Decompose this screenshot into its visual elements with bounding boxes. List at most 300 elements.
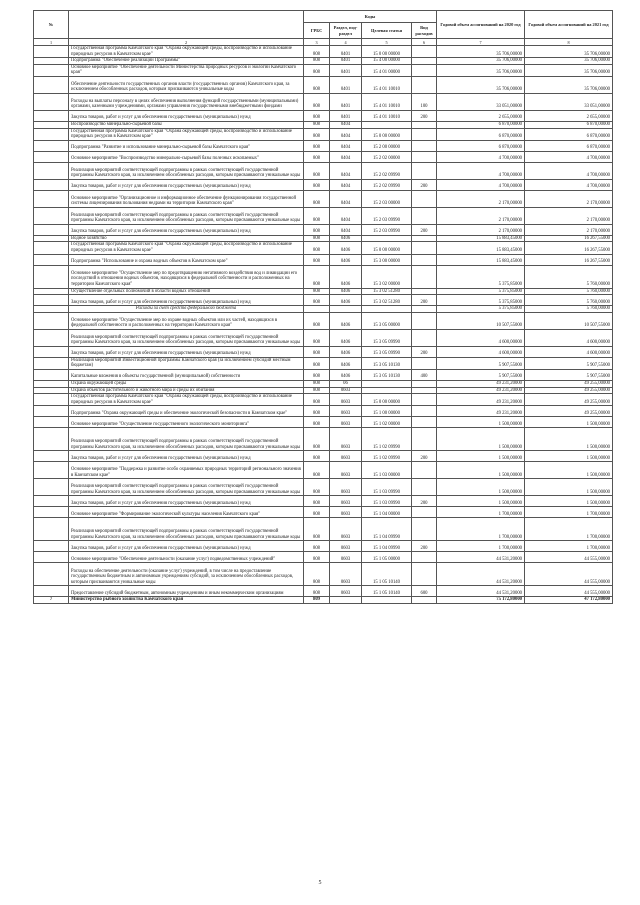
row-vid-cell: 200 bbox=[412, 496, 437, 507]
row-celevaya-cell: 15 1 05 10140 bbox=[362, 586, 412, 597]
row-celevaya-cell bbox=[362, 121, 412, 128]
row-vid-cell bbox=[412, 207, 437, 224]
row-vid-cell: 400 bbox=[412, 369, 437, 380]
row-number-cell bbox=[34, 265, 69, 288]
header-celevaya: Целевая статья bbox=[362, 23, 412, 39]
row-razdel-cell: 0603 bbox=[330, 518, 362, 541]
table-row bbox=[34, 179, 613, 190]
row-celevaya-cell: 15 0 00 00000 bbox=[362, 46, 412, 58]
row-vid-cell: 200 bbox=[412, 346, 437, 357]
colnum-cell: 8 bbox=[525, 39, 613, 46]
row-razdel-cell: 0603 bbox=[330, 552, 362, 563]
row-grbs-cell: 808 bbox=[304, 242, 330, 254]
row-grbs-cell: 808 bbox=[304, 428, 330, 451]
row-grbs-cell: 808 bbox=[304, 295, 330, 306]
header-name bbox=[69, 11, 304, 39]
row-celevaya-cell: 15 1 04 09990 bbox=[362, 541, 412, 552]
table-row bbox=[34, 369, 613, 380]
row-name-cell: Реализация мероприятий соответствующей подпрограммы в рамках соответствующей государственной программы Камчатского края, за исключением обособленных расходов, которым присваиваются уникальные коды bbox=[69, 207, 304, 224]
row-amount-2020-cell: 2 170,00000 bbox=[437, 190, 525, 207]
row-amount-2021-cell: 1 700,00000 bbox=[525, 541, 613, 552]
row-amount-2020-cell: 5 375,85000 bbox=[437, 288, 525, 295]
row-vid-cell bbox=[412, 312, 437, 329]
row-amount-2020-cell: 5 375,85000 bbox=[437, 265, 525, 288]
row-razdel-cell: 0404 bbox=[330, 190, 362, 207]
row-celevaya-cell: 15 1 04 00000 bbox=[362, 507, 412, 518]
row-number-cell bbox=[34, 451, 69, 462]
row-amount-2020-cell: 4 600,00000 bbox=[437, 346, 525, 357]
row-number-cell bbox=[34, 496, 69, 507]
row-amount-2020-cell: 44 531,20000 bbox=[437, 586, 525, 597]
row-grbs-cell: 808 bbox=[304, 394, 330, 406]
row-razdel-cell: 0603 bbox=[330, 586, 362, 597]
row-celevaya-cell: 15 0 00 00000 bbox=[362, 128, 412, 140]
row-razdel-cell: 0603 bbox=[330, 479, 362, 496]
header-2020: Годовой объем ассигнований на 2020 год bbox=[437, 11, 525, 39]
row-razdel-cell: 0404 bbox=[330, 162, 362, 179]
row-name-cell: Государственная программа Камчатского края "Охрана окружающей среды, воспроизводство и использование природных ресурсов в Камчатском крае" bbox=[69, 242, 304, 254]
row-razdel-cell: 0603 bbox=[330, 451, 362, 462]
row-razdel-cell bbox=[330, 306, 362, 313]
row-amount-2021-cell: 49 255,00000 bbox=[525, 380, 613, 387]
row-celevaya-cell: 15 0 00 00000 bbox=[362, 394, 412, 406]
row-razdel-cell: 0404 bbox=[330, 224, 362, 235]
row-celevaya-cell: 15 1 03 09990 bbox=[362, 479, 412, 496]
header-num: № bbox=[34, 11, 69, 39]
row-vid-cell: 200 bbox=[412, 224, 437, 235]
table-row bbox=[34, 563, 613, 586]
row-number-cell bbox=[34, 428, 69, 451]
row-amount-2020-cell: 1 500,00000 bbox=[437, 428, 525, 451]
colnum-cell: 3 bbox=[304, 39, 330, 46]
row-vid-cell bbox=[412, 242, 437, 254]
row-razdel-cell: 0401 bbox=[330, 110, 362, 121]
row-grbs-cell: 808 bbox=[304, 586, 330, 597]
table-row bbox=[34, 518, 613, 541]
row-grbs-cell: 808 bbox=[304, 162, 330, 179]
table-row bbox=[34, 541, 613, 552]
header-2021: Годовой объем ассигнований на 2021 год bbox=[525, 11, 613, 39]
row-grbs-cell: 808 bbox=[304, 190, 330, 207]
row-number-cell bbox=[34, 552, 69, 563]
row-name-cell: Расходы за счет средств федерального бюджета bbox=[69, 306, 304, 313]
row-grbs-cell: 808 bbox=[304, 329, 330, 346]
row-vid-cell: 100 bbox=[412, 93, 437, 110]
row-name-cell: Водное хозяйство bbox=[69, 235, 304, 242]
row-name-cell: Закупка товаров, работ и услуг для обеспечения государственных (муниципальных) нужд bbox=[69, 295, 304, 306]
table-row bbox=[34, 93, 613, 110]
table-row bbox=[34, 357, 613, 369]
row-amount-2021-cell: 2 170,00000 bbox=[525, 207, 613, 224]
row-razdel-cell: 0406 bbox=[330, 265, 362, 288]
row-amount-2021-cell: 35 706,00000 bbox=[525, 58, 613, 65]
row-vid-cell bbox=[412, 190, 437, 207]
row-number-cell bbox=[34, 93, 69, 110]
row-amount-2021-cell: 16 267,55000 bbox=[525, 235, 613, 242]
row-grbs-cell: 808 bbox=[304, 479, 330, 496]
row-razdel-cell: 0406 bbox=[330, 295, 362, 306]
row-amount-2021-cell: 49 255,00000 bbox=[525, 387, 613, 394]
row-razdel-cell: 0603 bbox=[330, 406, 362, 417]
row-celevaya-cell: 15 3 05 00000 bbox=[362, 312, 412, 329]
row-amount-2021-cell: 44 555,00000 bbox=[525, 586, 613, 597]
row-number-cell bbox=[34, 128, 69, 140]
row-number-cell bbox=[34, 110, 69, 121]
row-name-cell: Расходы на выплаты персоналу в целях обеспечения выполнения функций государственными (муниципальными) органами, казенными учреждениями, органами управления государственными внебюджетными фондами bbox=[69, 93, 304, 110]
row-celevaya-cell bbox=[362, 235, 412, 242]
row-razdel-cell: 0406 bbox=[330, 254, 362, 265]
row-name-cell: Основное мероприятие "Поддержка и развитие особо охраняемых природных территорий регионального значения в Камчатском крае" bbox=[69, 462, 304, 479]
row-amount-2021-cell: 44 555,00000 bbox=[525, 563, 613, 586]
row-name-cell: Реализация мероприятий соответствующей подпрограммы в рамках соответствующей государственной программы Камчатского края, за исключением обособленных расходов, которым присваиваются уникальные коды bbox=[69, 428, 304, 451]
table-row bbox=[34, 265, 613, 288]
row-name-cell: Основное мероприятие "Осуществление государственного экологического мониторинга" bbox=[69, 417, 304, 428]
table-row bbox=[34, 496, 613, 507]
row-grbs-cell: 808 bbox=[304, 224, 330, 235]
table-row bbox=[34, 312, 613, 329]
row-grbs-cell: 808 bbox=[304, 110, 330, 121]
row-razdel-cell: 0404 bbox=[330, 128, 362, 140]
row-amount-2021-cell: 4 600,00000 bbox=[525, 329, 613, 346]
row-name-cell: Реализация мероприятий соответствующей подпрограммы в рамках соответствующей государственной программы Камчатского края, за исключением обособленных расходов, которым присваиваются уникальные коды bbox=[69, 518, 304, 541]
row-celevaya-cell bbox=[362, 306, 412, 313]
row-razdel-cell: 0401 bbox=[330, 76, 362, 93]
row-razdel-cell: 06 bbox=[330, 380, 362, 387]
row-vid-cell bbox=[412, 552, 437, 563]
row-number-cell bbox=[34, 64, 69, 76]
row-name-cell: Основное мероприятие "Обеспечение деятельности Министерства природных ресурсов и экологии Камчатского края" bbox=[69, 64, 304, 76]
colnum-cell: 1 bbox=[34, 39, 69, 46]
colnum-cell: 2 bbox=[69, 39, 304, 46]
row-celevaya-cell: 15 3 00 00000 bbox=[362, 254, 412, 265]
row-grbs-cell: 808 bbox=[304, 563, 330, 586]
row-grbs-cell: 808 bbox=[304, 417, 330, 428]
row-celevaya-cell: 15 1 03 09990 bbox=[362, 496, 412, 507]
table-row bbox=[34, 140, 613, 151]
row-name-cell: Основное мероприятие "Формирование экологической культуры населения Камчатского края" bbox=[69, 507, 304, 518]
colnum-cell: 5 bbox=[362, 39, 412, 46]
table-row bbox=[34, 151, 613, 162]
row-grbs-cell: 808 bbox=[304, 265, 330, 288]
row-name-cell: Подпрограмма "Охрана окружающей среды и обеспечение экологической безопасности в Камчатском крае" bbox=[69, 406, 304, 417]
row-vid-cell bbox=[412, 128, 437, 140]
row-celevaya-cell: 15 4 00 00000 bbox=[362, 58, 412, 65]
row-amount-2021-cell: 5 907,55000 bbox=[525, 357, 613, 369]
row-vid-cell bbox=[412, 479, 437, 496]
row-razdel-cell: 0603 bbox=[330, 387, 362, 394]
table-row bbox=[34, 507, 613, 518]
row-amount-2020-cell: 1 700,00000 bbox=[437, 507, 525, 518]
table-row bbox=[34, 76, 613, 93]
row-amount-2021-cell: 1 500,00000 bbox=[525, 462, 613, 479]
table-row bbox=[34, 387, 613, 394]
row-amount-2021-cell: 49 255,00000 bbox=[525, 406, 613, 417]
row-amount-2021-cell: 4 700,00000 bbox=[525, 151, 613, 162]
row-grbs-cell: 808 bbox=[304, 552, 330, 563]
row-grbs-cell: 808 bbox=[304, 346, 330, 357]
row-grbs-cell: 808 bbox=[304, 507, 330, 518]
row-number-cell bbox=[34, 121, 69, 128]
row-celevaya-cell: 15 2 02 09990 bbox=[362, 162, 412, 179]
row-celevaya-cell: 15 1 03 00000 bbox=[362, 462, 412, 479]
row-celevaya-cell bbox=[362, 387, 412, 394]
row-grbs-cell: 808 bbox=[304, 93, 330, 110]
row-grbs-cell: 808 bbox=[304, 369, 330, 380]
row-name-cell: Министерство рыбного хозяйства Камчатского края bbox=[69, 597, 304, 604]
row-amount-2020-cell: 35 706,00000 bbox=[437, 64, 525, 76]
row-amount-2020-cell: 4 700,00000 bbox=[437, 151, 525, 162]
row-grbs-cell: 808 bbox=[304, 179, 330, 190]
row-name-cell: Государственная программа Камчатского края "Охрана окружающей среды, воспроизводство и использование природных ресурсов в Камчатском крае" bbox=[69, 128, 304, 140]
row-vid-cell bbox=[412, 265, 437, 288]
row-amount-2020-cell: 5 907,55000 bbox=[437, 357, 525, 369]
row-amount-2021-cell: 2 170,00000 bbox=[525, 224, 613, 235]
table-row bbox=[34, 552, 613, 563]
row-vid-cell bbox=[412, 518, 437, 541]
row-amount-2021-cell: 6 870,00000 bbox=[525, 121, 613, 128]
row-amount-2020-cell: 1 500,00000 bbox=[437, 462, 525, 479]
row-grbs-cell: 808 bbox=[304, 64, 330, 76]
row-number-cell bbox=[34, 58, 69, 65]
row-razdel-cell bbox=[330, 597, 362, 604]
table-row bbox=[34, 462, 613, 479]
row-celevaya-cell bbox=[362, 380, 412, 387]
table-row bbox=[34, 428, 613, 451]
row-amount-2021-cell: 6 870,00000 bbox=[525, 140, 613, 151]
row-name-cell: Основное мероприятие "Обеспечение деятельности (оказание услуг) подведомственных учреждений" bbox=[69, 552, 304, 563]
row-amount-2020-cell: 10 507,55000 bbox=[437, 312, 525, 329]
row-razdel-cell: 0406 bbox=[330, 329, 362, 346]
row-number-cell bbox=[34, 507, 69, 518]
row-amount-2020-cell: 4 700,00000 bbox=[437, 162, 525, 179]
row-amount-2021-cell: 5 760,00000 bbox=[525, 288, 613, 295]
table-row bbox=[34, 64, 613, 76]
row-grbs-cell bbox=[304, 306, 330, 313]
row-name-cell: Подпрограмма "Обеспечение реализации Программы" bbox=[69, 58, 304, 65]
row-vid-cell bbox=[412, 406, 437, 417]
row-number-cell bbox=[34, 387, 69, 394]
row-name-cell: Предоставление субсидий бюджетным, автономным учреждениям и иным некоммерческим организациям bbox=[69, 586, 304, 597]
row-number-cell bbox=[34, 288, 69, 295]
row-amount-2020-cell: 1 700,00000 bbox=[437, 541, 525, 552]
row-number-cell bbox=[34, 140, 69, 151]
row-razdel-cell: 0404 bbox=[330, 207, 362, 224]
table-row bbox=[34, 128, 613, 140]
row-amount-2021-cell: 44 555,00000 bbox=[525, 552, 613, 563]
row-amount-2021-cell: 6 870,00000 bbox=[525, 128, 613, 140]
row-amount-2021-cell: 2 655,00000 bbox=[525, 110, 613, 121]
row-number-cell bbox=[34, 207, 69, 224]
row-vid-cell bbox=[412, 140, 437, 151]
row-name-cell: Государственная программа Камчатского края "Охрана окружающей среды, воспроизводство и использование природных ресурсов в Камчатском крае" bbox=[69, 46, 304, 58]
row-celevaya-cell: 15 1 04 09990 bbox=[362, 518, 412, 541]
row-number-cell bbox=[34, 563, 69, 586]
row-grbs-cell: 808 bbox=[304, 254, 330, 265]
row-celevaya-cell: 15 1 05 10140 bbox=[362, 563, 412, 586]
row-name-cell: Подпрограмма "Использование и охрана водных объектов в Камчатском крае" bbox=[69, 254, 304, 265]
row-grbs-cell: 808 bbox=[304, 288, 330, 295]
row-celevaya-cell: 15 4 01 10010 bbox=[362, 76, 412, 93]
row-razdel-cell: 0603 bbox=[330, 417, 362, 428]
row-amount-2020-cell: 5 375,85000 bbox=[437, 306, 525, 313]
row-vid-cell bbox=[412, 121, 437, 128]
row-amount-2020-cell: 6 870,00000 bbox=[437, 121, 525, 128]
row-number-cell bbox=[34, 306, 69, 313]
row-vid-cell bbox=[412, 162, 437, 179]
row-vid-cell bbox=[412, 58, 437, 65]
header-codes-group: Коды bbox=[304, 11, 437, 23]
row-celevaya-cell: 15 1 00 00000 bbox=[362, 406, 412, 417]
row-number-cell bbox=[34, 357, 69, 369]
row-name-cell: Закупка товаров, работ и услуг для обеспечения государственных (муниципальных) нужд bbox=[69, 346, 304, 357]
row-name-cell: Закупка товаров, работ и услуг для обеспечения государственных (муниципальных) нужд bbox=[69, 496, 304, 507]
row-amount-2020-cell: 44 531,20000 bbox=[437, 563, 525, 586]
row-number-cell bbox=[34, 242, 69, 254]
row-vid-cell bbox=[412, 428, 437, 451]
table-row bbox=[34, 295, 613, 306]
row-amount-2020-cell: 2 655,00000 bbox=[437, 110, 525, 121]
row-celevaya-cell: 15 1 02 09990 bbox=[362, 451, 412, 462]
row-number-cell bbox=[34, 346, 69, 357]
row-number-cell bbox=[34, 380, 69, 387]
row-vid-cell bbox=[412, 46, 437, 58]
row-grbs-cell: 808 bbox=[304, 451, 330, 462]
row-amount-2021-cell: 1 500,00000 bbox=[525, 417, 613, 428]
total-row bbox=[34, 597, 613, 604]
row-name-cell: Основное мероприятие "Организационное и информационное обеспечение функционирования государственной системы лицензирования пользования недрами на территории Камчатского края" bbox=[69, 190, 304, 207]
row-amount-2020-cell: 1 500,00000 bbox=[437, 479, 525, 496]
row-razdel-cell: 0603 bbox=[330, 462, 362, 479]
row-celevaya-cell: 15 4 01 10010 bbox=[362, 93, 412, 110]
row-razdel-cell: 0406 bbox=[330, 346, 362, 357]
table-row bbox=[34, 380, 613, 387]
row-number-cell: 7 bbox=[34, 597, 69, 604]
row-celevaya-cell: 15 3 05 09990 bbox=[362, 346, 412, 357]
row-number-cell bbox=[34, 151, 69, 162]
table-row bbox=[34, 394, 613, 406]
row-vid-cell bbox=[412, 254, 437, 265]
row-amount-2021-cell: 10 507,55000 bbox=[525, 312, 613, 329]
row-vid-cell bbox=[412, 387, 437, 394]
row-amount-2020-cell: 35 706,00000 bbox=[437, 58, 525, 65]
row-name-cell: Государственная программа Камчатского края "Охрана окружающей среды, воспроизводство и использование природных ресурсов в Камчатском крае" bbox=[69, 394, 304, 406]
row-vid-cell bbox=[412, 235, 437, 242]
row-amount-2021-cell: 1 700,00000 bbox=[525, 507, 613, 518]
row-number-cell bbox=[34, 406, 69, 417]
row-vid-cell bbox=[412, 507, 437, 518]
row-grbs-cell: 808 bbox=[304, 380, 330, 387]
row-razdel-cell: 0401 bbox=[330, 64, 362, 76]
row-name-cell: Реализация мероприятий соответствующей подпрограммы в рамках соответствующей государственной программы Камчатского края, за исключением обособленных расходов, которым присваиваются уникальные коды bbox=[69, 329, 304, 346]
colnum-cell: 6 bbox=[412, 39, 437, 46]
row-amount-2020-cell: 6 870,00000 bbox=[437, 128, 525, 140]
row-vid-cell: 200 bbox=[412, 451, 437, 462]
row-vid-cell bbox=[412, 64, 437, 76]
row-amount-2020-cell: 49 231,20000 bbox=[437, 394, 525, 406]
row-razdel-cell: 0404 bbox=[330, 140, 362, 151]
row-amount-2021-cell: 1 500,00000 bbox=[525, 428, 613, 451]
row-name-cell: Воспроизводство минерально-сырьевой базы bbox=[69, 121, 304, 128]
row-amount-2020-cell: 75 172,80000 bbox=[437, 597, 525, 604]
row-name-cell: Основное мероприятие "Осуществление мер по предотвращению негативного воздействия вод и ликвидации его последствий в отношении водных объектов, находящихся в федеральной собственности и расположенных на территории Камчатского края" bbox=[69, 265, 304, 288]
row-amount-2021-cell: 47 172,80000 bbox=[525, 597, 613, 604]
row-razdel-cell: 0406 bbox=[330, 288, 362, 295]
row-celevaya-cell: 15 3 02 51280 bbox=[362, 295, 412, 306]
row-grbs-cell: 808 bbox=[304, 518, 330, 541]
table-row bbox=[34, 190, 613, 207]
row-celevaya-cell: 15 3 05 10130 bbox=[362, 369, 412, 380]
row-amount-2020-cell: 15 883,45000 bbox=[437, 254, 525, 265]
row-amount-2021-cell: 5 760,00000 bbox=[525, 295, 613, 306]
row-name-cell: Расходы на обеспечение деятельности (оказание услуг) учреждений, в том числе на предоставление государственным бюджетным и автономным учреждениям субсидий, за исключением обособленных расходов, которым присваиваются уникальные коды bbox=[69, 563, 304, 586]
row-amount-2021-cell: 4 600,00000 bbox=[525, 346, 613, 357]
row-amount-2020-cell: 44 531,20000 bbox=[437, 552, 525, 563]
page-number: 5 bbox=[318, 880, 322, 886]
row-vid-cell bbox=[412, 329, 437, 346]
row-vid-cell: 200 bbox=[412, 541, 437, 552]
row-number-cell bbox=[34, 224, 69, 235]
table-row bbox=[34, 46, 613, 58]
table-row bbox=[34, 110, 613, 121]
row-vid-cell: 200 bbox=[412, 110, 437, 121]
row-vid-cell bbox=[412, 76, 437, 93]
row-razdel-cell: 0603 bbox=[330, 563, 362, 586]
row-number-cell bbox=[34, 394, 69, 406]
row-vid-cell bbox=[412, 288, 437, 295]
row-celevaya-cell: 15 2 02 09990 bbox=[362, 179, 412, 190]
table-row bbox=[34, 288, 613, 295]
row-number-cell bbox=[34, 541, 69, 552]
row-vid-cell bbox=[412, 151, 437, 162]
table-row bbox=[34, 224, 613, 235]
row-vid-cell: 600 bbox=[412, 586, 437, 597]
row-amount-2021-cell: 4 700,00000 bbox=[525, 162, 613, 179]
row-razdel-cell: 0401 bbox=[330, 46, 362, 58]
row-grbs-cell: 808 bbox=[304, 462, 330, 479]
row-number-cell bbox=[34, 162, 69, 179]
row-amount-2020-cell: 5 907,55000 bbox=[437, 369, 525, 380]
row-name-cell: Закупка товаров, работ и услуг для обеспечения государственных (муниципальных) нужд bbox=[69, 110, 304, 121]
row-razdel-cell: 0401 bbox=[330, 58, 362, 65]
row-vid-cell bbox=[412, 394, 437, 406]
row-number-cell bbox=[34, 417, 69, 428]
row-amount-2021-cell: 4 700,00000 bbox=[525, 179, 613, 190]
colnum-cell: 7 bbox=[437, 39, 525, 46]
row-celevaya-cell: 15 0 00 00000 bbox=[362, 242, 412, 254]
row-vid-cell bbox=[412, 563, 437, 586]
row-name-cell: Закупка товаров, работ и услуг для обеспечения государственных (муниципальных) нужд bbox=[69, 224, 304, 235]
row-name-cell: Охрана окружающей среды bbox=[69, 380, 304, 387]
row-amount-2020-cell: 49 231,20000 bbox=[437, 406, 525, 417]
row-razdel-cell: 0406 bbox=[330, 312, 362, 329]
row-grbs-cell: 808 bbox=[304, 76, 330, 93]
row-amount-2020-cell: 2 170,00000 bbox=[437, 224, 525, 235]
row-number-cell bbox=[34, 254, 69, 265]
row-amount-2020-cell: 1 500,00000 bbox=[437, 417, 525, 428]
row-grbs-cell: 808 bbox=[304, 46, 330, 58]
row-celevaya-cell: 15 1 02 00000 bbox=[362, 417, 412, 428]
row-grbs-cell: 808 bbox=[304, 128, 330, 140]
row-amount-2020-cell: 15 883,45000 bbox=[437, 235, 525, 242]
table-row bbox=[34, 207, 613, 224]
row-razdel-cell: 0603 bbox=[330, 496, 362, 507]
row-razdel-cell: 0406 bbox=[330, 235, 362, 242]
table-row bbox=[34, 306, 613, 313]
row-name-cell: Охрана объектов растительного и животного мира и среды их обитания bbox=[69, 387, 304, 394]
row-celevaya-cell: 15 2 03 09990 bbox=[362, 224, 412, 235]
row-name-cell: Обеспечение деятельности государственных органов власти (государственных органов) Камчатского края, за исключением обособленных расходов, которым присваиваются уникальные коды bbox=[69, 76, 304, 93]
row-amount-2021-cell: 5 760,00000 bbox=[525, 306, 613, 313]
